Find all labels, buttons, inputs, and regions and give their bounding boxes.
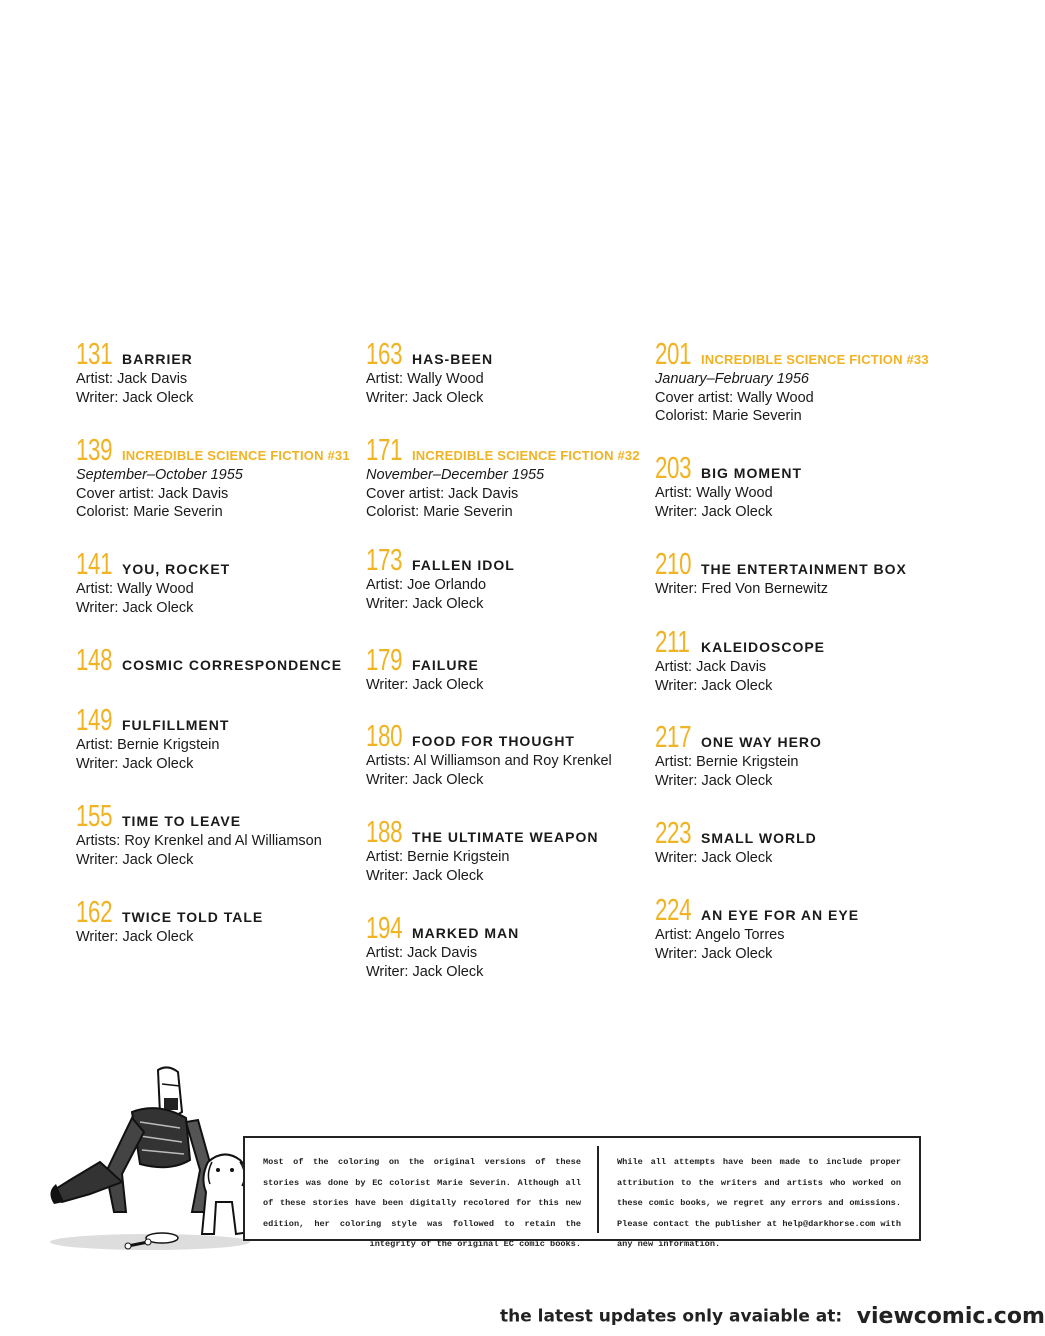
page-number: 163 (366, 336, 403, 371)
entry-heading (655, 721, 945, 753)
page-number: 201 (655, 336, 692, 371)
entry-heading (655, 894, 945, 926)
page-number: 223 (655, 815, 692, 850)
page-number: 188 (366, 814, 403, 849)
page-number: 131 (76, 336, 113, 371)
contents-entry (366, 544, 656, 613)
credit-line: Artist: Angelo Torres (655, 927, 785, 943)
contents-entry (76, 548, 366, 617)
credit-line: Writer: Jack Oleck (76, 929, 194, 945)
contents-entry (76, 338, 366, 407)
entry-heading (366, 544, 656, 576)
notice-divider (597, 1146, 599, 1233)
page-number: 141 (76, 546, 113, 581)
attribution-notice (243, 1136, 921, 1249)
watermark-footer (500, 1304, 1045, 1336)
contents-entry (76, 896, 366, 947)
story-title: AN EYE FOR AN EYE (701, 907, 860, 923)
credit-line: Colorist: Marie Severin (655, 408, 802, 424)
credit-line: Artist: Bernie Krigstein (366, 849, 510, 865)
entry-heading (655, 817, 945, 849)
entry-heading (366, 644, 656, 676)
contents-entry (76, 800, 366, 869)
entry-heading (76, 548, 366, 580)
credit-line: Writer: Jack Oleck (366, 771, 484, 788)
page-number: 149 (76, 702, 113, 737)
page-number: 180 (366, 718, 403, 753)
contents-entry (366, 816, 656, 885)
credit-line: Artist: Wally Wood (655, 485, 773, 501)
credit-line: Artists: Roy Krenkel and Al Williamson (76, 833, 322, 849)
contents-entry (655, 626, 945, 695)
story-title: FALLEN IDOL (412, 557, 515, 573)
story-title: KALEIDOSCOPE (701, 639, 826, 655)
credit-line: Artist: Jack Davis (76, 371, 188, 387)
page-number: 155 (76, 798, 113, 833)
credit-line: Writer: Jack Oleck (76, 851, 194, 868)
credit-line: Writer: Jack Oleck (76, 755, 194, 772)
credit-line: Artist: Bernie Krigstein (655, 754, 799, 770)
page-number: 171 (366, 432, 403, 467)
credit-line: Writer: Jack Oleck (655, 772, 773, 789)
issue-date: January–February 1956 (655, 371, 809, 387)
credit-line: Writer: Jack Oleck (366, 677, 484, 693)
story-title: HAS-BEEN (412, 351, 494, 367)
page-number: 210 (655, 546, 692, 581)
entry-heading (366, 338, 656, 370)
contents-entry (655, 452, 945, 521)
attribution-disclaimer (617, 1152, 901, 1255)
story-title: MARKED MAN (412, 925, 520, 941)
credit-line: Writer: Jack Oleck (76, 389, 194, 406)
footer-text: the latest updates only avaiable at: (500, 1306, 843, 1327)
issue-title: INCREDIBLE SCIENCE FICTION #31 (122, 448, 350, 463)
entry-heading (76, 644, 366, 676)
credit-line: Artist: Bernie Krigstein (76, 737, 220, 753)
issue-title: INCREDIBLE SCIENCE FICTION #32 (412, 448, 640, 463)
entry-heading (76, 434, 366, 466)
contents-entry (655, 894, 945, 963)
issue-title: INCREDIBLE SCIENCE FICTION #33 (701, 352, 929, 367)
entry-heading (76, 338, 366, 370)
page-number: 224 (655, 892, 692, 927)
credit-line: Colorist: Marie Severin (76, 504, 223, 520)
contact-email-link[interactable]: help@darkhorse.com (782, 1218, 876, 1229)
entry-heading (76, 896, 366, 928)
credit-line: Artist: Joe Orlando (366, 577, 487, 593)
entry-heading (655, 548, 945, 580)
story-title: FULFILLMENT (122, 717, 230, 733)
credit-line: Writer: Jack Oleck (366, 867, 484, 884)
story-title: COSMIC CORRESPONDENCE (122, 657, 343, 673)
page-number: 217 (655, 719, 692, 754)
page-number: 148 (76, 642, 113, 677)
footer-site-link[interactable]: viewcomic.com (856, 1304, 1045, 1329)
contents-entry (655, 721, 945, 790)
credit-line: Writer: Jack Oleck (76, 599, 194, 616)
entry-heading (76, 800, 366, 832)
credit-line: Colorist: Marie Severin (366, 504, 513, 520)
disclaimer-text: While all attempts have been made to include proper attribution to the writers and artists who worked on these comic books, we regret any errors and omissions. Please contact the publisher at (617, 1157, 901, 1229)
contents-entry (366, 644, 656, 695)
contents-entry (366, 912, 656, 981)
entry-heading (366, 816, 656, 848)
entry-heading (366, 912, 656, 944)
story-title: SMALL WORLD (701, 830, 817, 846)
credit-line: Cover artist: Jack Davis (366, 485, 519, 502)
story-title: YOU, ROCKET (122, 561, 231, 577)
story-title: THE ULTIMATE WEAPON (412, 829, 599, 845)
credit-line: Writer: Fred Von Bernewitz (655, 581, 828, 597)
entry-heading (655, 626, 945, 658)
story-title: BIG MOMENT (701, 465, 802, 481)
contents-entry (366, 720, 656, 789)
credit-line: Artist: Jack Davis (655, 659, 767, 675)
story-title: FOOD FOR THOUGHT (412, 733, 575, 749)
page-number: 211 (655, 624, 690, 659)
contents-entry (76, 704, 366, 773)
credit-line: Cover artist: Jack Davis (76, 485, 229, 502)
page-number: 179 (366, 642, 403, 677)
contents-entry (655, 548, 945, 599)
credit-line: Writer: Jack Oleck (366, 595, 484, 612)
contents-entry (76, 434, 366, 522)
issue-date: September–October 1955 (76, 467, 243, 483)
credit-line: Writer: Jack Oleck (655, 850, 773, 866)
coloring-notice: Most of the coloring on the original versions of these stories was done by EC colorist Marie Severin. Although all of these stories have been digitally recolored for this new edition, her coloring style was followed to retain the integrity of the original EC comic books. (263, 1157, 581, 1249)
credit-line: Writer: Jack Oleck (366, 389, 484, 406)
issue-date: November–December 1955 (366, 467, 545, 483)
credit-line: Writer: Jack Oleck (655, 677, 773, 694)
robot-and-dog-illustration (40, 1062, 270, 1257)
contents-entry (655, 338, 945, 426)
disclaimer-text-end: with any new information. (617, 1218, 901, 1249)
page-number: 173 (366, 542, 403, 577)
credit-line: Artist: Wally Wood (76, 581, 194, 597)
page-number: 139 (76, 432, 113, 467)
credit-line: Artist: Jack Davis (366, 945, 478, 961)
contents-entry (366, 434, 656, 522)
story-title: BARRIER (122, 351, 193, 367)
entry-heading (76, 704, 366, 736)
story-title: TIME TO LEAVE (122, 813, 242, 829)
entry-heading (366, 720, 656, 752)
credit-line: Writer: Jack Oleck (655, 945, 773, 962)
page-number: 162 (76, 894, 113, 929)
credit-line: Artists: Al Williamson and Roy Krenkel (366, 753, 612, 769)
story-title: ONE WAY HERO (701, 734, 822, 750)
page-number: 203 (655, 450, 692, 485)
contents-entry (655, 817, 945, 868)
contents-entry (366, 338, 656, 407)
story-title: FAILURE (412, 657, 479, 673)
page-number: 194 (366, 910, 403, 945)
entry-heading (655, 338, 945, 370)
credit-line: Artist: Wally Wood (366, 371, 484, 387)
story-title: THE ENTERTAINMENT BOX (701, 561, 907, 577)
story-title: TWICE TOLD TALE (122, 909, 264, 925)
credit-line: Writer: Jack Oleck (655, 503, 773, 520)
entry-heading (655, 452, 945, 484)
credit-line: Cover artist: Wally Wood (655, 389, 814, 406)
entry-heading (366, 434, 656, 466)
credit-line: Writer: Jack Oleck (366, 963, 484, 980)
contents-entry (76, 644, 366, 676)
